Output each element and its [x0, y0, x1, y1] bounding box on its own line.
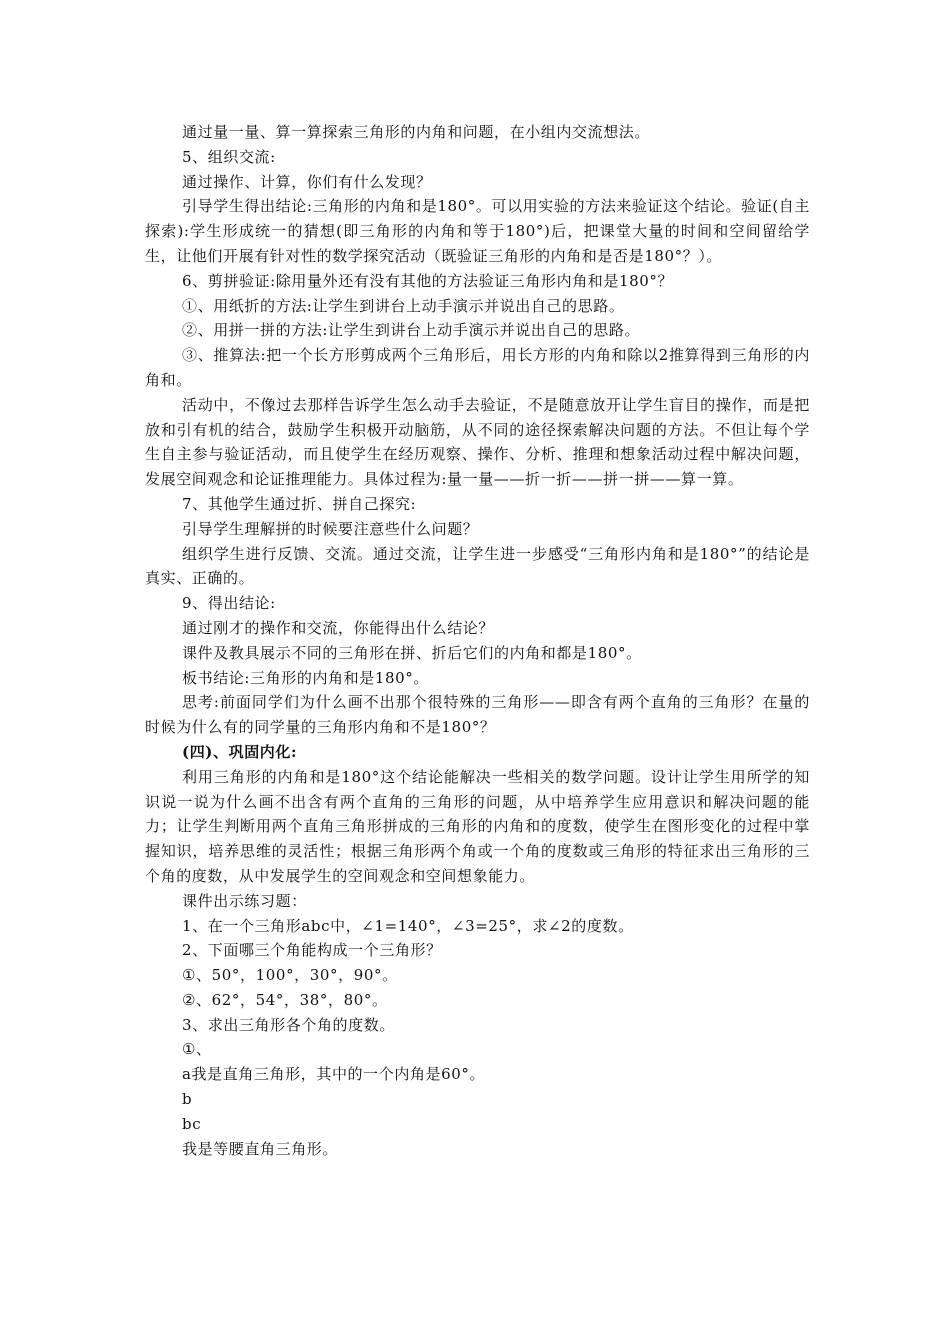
- document-page: [145, 120, 810, 1161]
- paragraph: 板书结论:三角形的内角和是180°。: [182, 668, 429, 687]
- exercise-line: 我是等腰直角三角形。: [182, 1139, 339, 1158]
- exercise-option: ①、: [182, 1040, 212, 1059]
- section-heading-9: 9、得出结论:: [182, 594, 276, 613]
- paragraph: 利用三角形的内角和是180°这个结论能解决一些相关的数学问题。设计让学生用所学的知识说一说为什么画不出含有两个直角的三角形的问题，从中培养学生应用意识和解决问题的能力；让学生判断用两个直角三角形拼成的三角形的内角和的度数，使学生在图形变化的过程中掌握知识，培养思维的灵活性；根据三角形两个角或一个角的度数或三角形的特征求出三角形的三个角的度数，从中发展学生的空间观念和空间想象能力。: [145, 767, 810, 885]
- paragraph: 引导学生得出结论:三角形的内角和是180°。可以用实验的方法来验证这个结论。验证(自主探索):学生形成统一的猜想(即三角形的内角和等于180°)后，把课堂大量的时间和空间留给学生，让他们开展有针对性的数学探究活动（既验证三角形的内角和是否是180°？）。: [145, 197, 810, 265]
- exercise-line: b: [182, 1090, 193, 1109]
- exercise-line: a我是直角三角形，其中的一个内角是60°。: [182, 1065, 486, 1084]
- paragraph: 课件及教具展示不同的三角形在拼、折后它们的内角和都是180°。: [182, 643, 642, 662]
- list-item: ②、用拼一拼的方法:让学生到讲台上动手演示并说出自己的思路。: [182, 321, 641, 340]
- list-item: ③、推算法:把一个长方形剪成两个三角形后，用长方形的内角和除以2推算得到三角形的内角和。: [145, 346, 810, 389]
- paragraph: 通过量一量、算一算探索三角形的内角和问题，在小组内交流想法。: [182, 123, 651, 141]
- section-heading-6: 6、剪拼验证:除用量外还有没有其他的方法验证三角形内角和是180°？: [182, 271, 674, 290]
- paragraph: 课件出示练习题：: [182, 891, 307, 910]
- section-heading-consolidation: (四)、巩固内化:: [182, 742, 298, 761]
- paragraph: 活动中，不像过去那样告诉学生怎么动手去验证，不是随意放开让学生盲目的操作，而是把放和引有机的结合，鼓励学生积极开动脑筋，从不同的途径探索解决问题的方法。不但让每个学生自主参与验证活动，而且使学生在经历观察、操作、分析、推理和想象活动过程中解决问题，发展空间观念和论证推理能力。具体过程为:量一量——折一折——拼一拼——算一算。: [145, 395, 810, 489]
- exercise-item: 1、在一个三角形abc中，∠1=140°，∠3=25°，求∠2的度数。: [182, 916, 634, 935]
- paragraph: 思考:前面同学们为什么画不出那个很特殊的三角形——即含有两个直角的三角形？在量的时候为什么有的同学量的三角形内角和不是180°？: [145, 693, 810, 737]
- section-heading-5: 5、组织交流:: [182, 147, 276, 166]
- exercise-item: 2、下面哪三个角能构成一个三角形？: [182, 941, 442, 960]
- exercise-line: bc: [182, 1114, 202, 1133]
- paragraph: 通过操作、计算，你们有什么发现？: [182, 172, 432, 191]
- exercise-option: ①、50°，100°，30°，90°。: [182, 966, 398, 985]
- paragraph: 引导学生理解拼的时候要注意些什么问题？: [182, 519, 479, 538]
- exercise-item: 3、求出三角形各个角的度数。: [182, 1015, 395, 1034]
- paragraph: 组织学生进行反馈、交流。通过交流，让学生进一步感受“三角形内角和是180°”的结论是真实、正确的。: [145, 544, 810, 588]
- list-item: ①、用纸折的方法:让学生到讲台上动手演示并说出自己的思路。: [182, 296, 625, 315]
- exercise-option: ②、62°，54°，38°，80°。: [182, 990, 388, 1009]
- section-heading-7: 7、其他学生通过折、拼自己探究:: [182, 494, 417, 513]
- paragraph: 通过刚才的操作和交流，你能得出什么结论？: [182, 618, 495, 637]
